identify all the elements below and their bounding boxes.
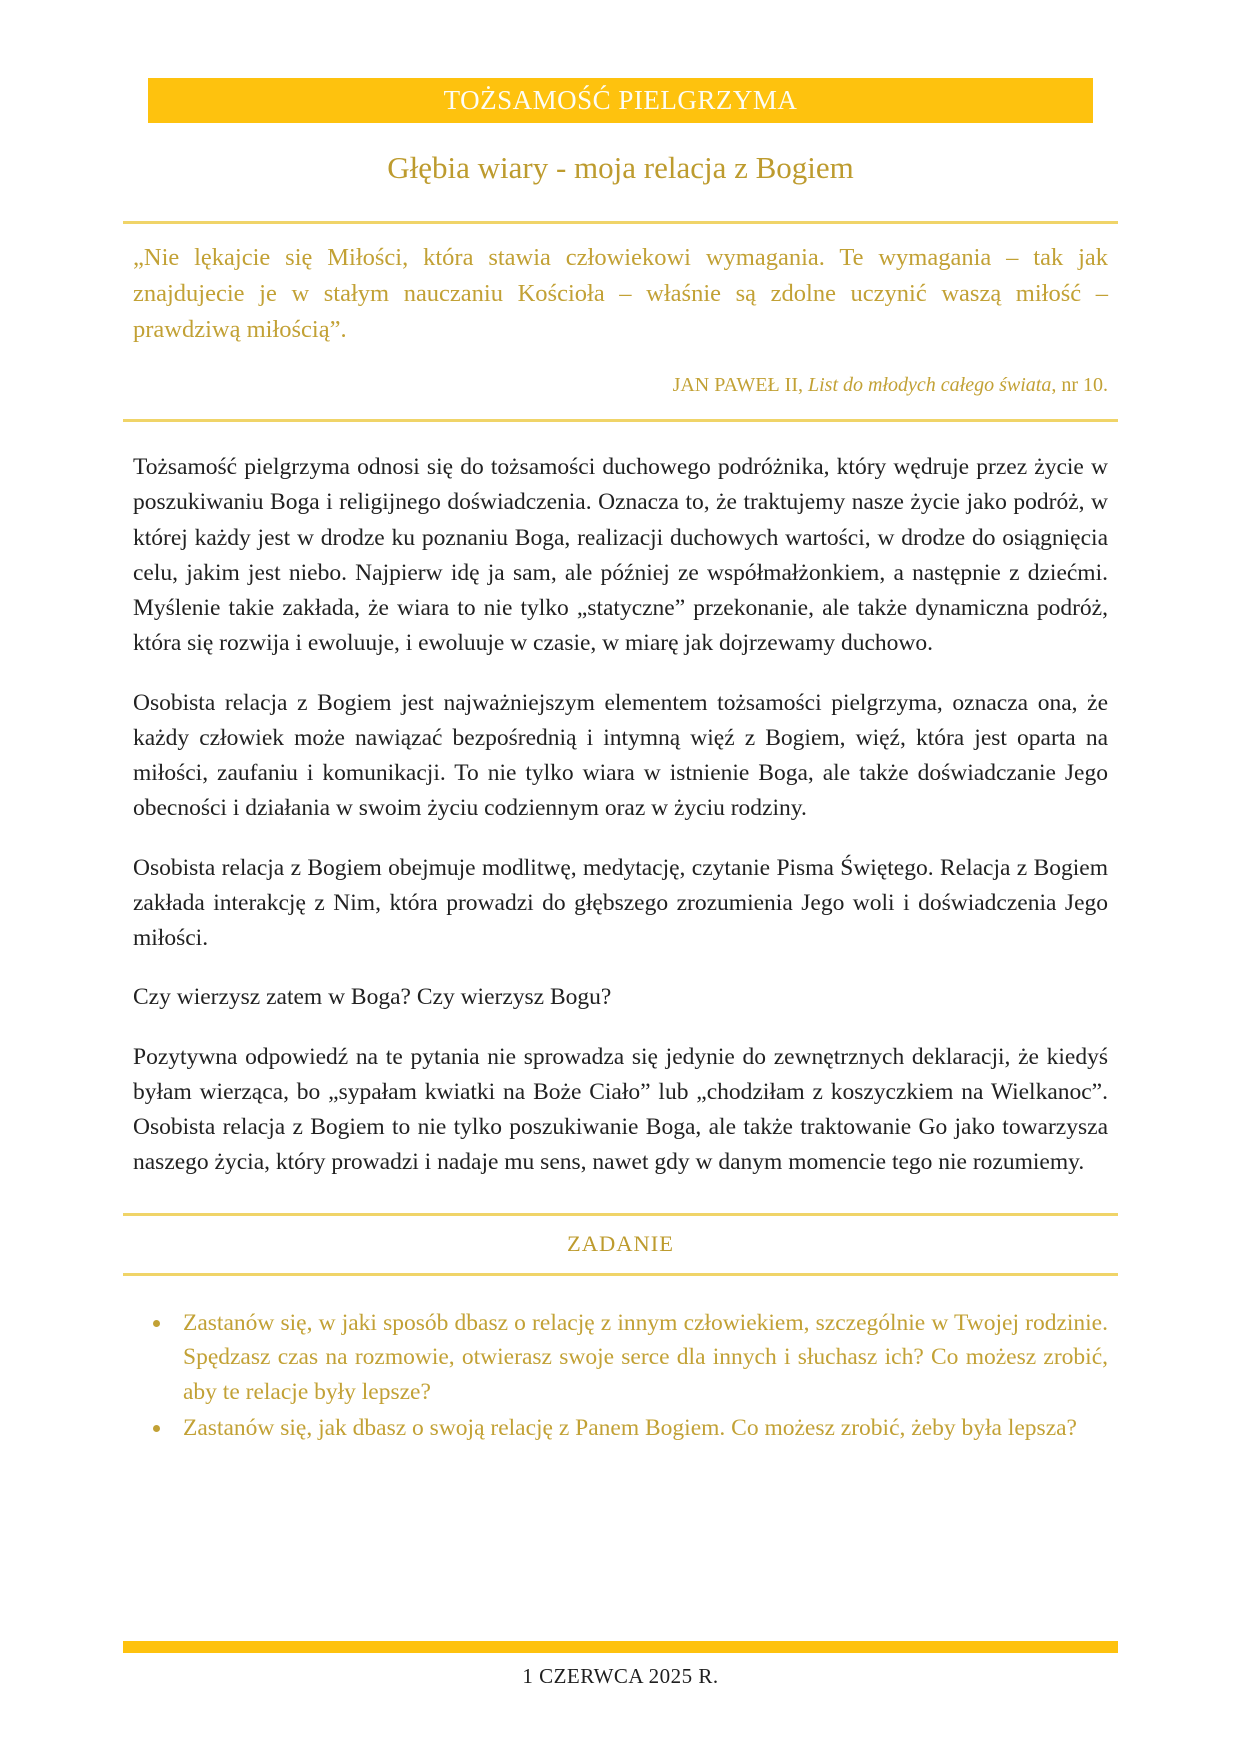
header-banner <box>148 78 1093 123</box>
quote-source-suffix: , nr 10. <box>1051 374 1108 396</box>
task-heading: ZADANIE <box>567 1230 674 1256</box>
quote-author: JAN PAWEŁ II, <box>672 374 808 396</box>
footer-date: 1 CZERWCA 2025 R. <box>522 1664 719 1688</box>
footer-bar <box>123 1641 1118 1653</box>
page-title: Głębia wiary - moja relacja z Bogiem <box>387 150 854 185</box>
divider-task-bottom <box>123 1273 1118 1276</box>
paragraph-5: Pozytywna odpowiedź na te pytania nie sprowadza się jedynie do zewnętrznych deklaracji, że kiedyś byłam wierząca, bo „sypałam kwiatki na Boże Ciało” lub „chodziłam z koszyczkiem na Wielkanoc”. Osobista relacja z Bogiem to nie tylko poszukiwanie Boga, ale także traktowanie Go jako towarzysza naszego życia, który prowadzi i nadaje mu sens, nawet gdy w danym momencie tego nie rozumiemy. <box>133 1043 1108 1176</box>
quote-source-title: List do młodych całego świata <box>808 374 1052 396</box>
banner-title: TOŻSAMOŚĆ PIELGRZYMA <box>443 85 798 115</box>
quote-text: „Nie lękajcie się Miłości, która stawia człowiekowi wymagania. Te wymagania – tak jak znajdujecie je w stałym nauczaniu Kościoła – właśnie są zdolne uczynić waszą miłość – prawdziwą miłością”. <box>133 244 1108 343</box>
document-content <box>123 0 1118 1446</box>
page-footer <box>123 1641 1118 1689</box>
divider-top <box>123 221 1118 224</box>
paragraph-1: Tożsamość pielgrzyma odnosi się do tożsamości duchowego podróżnika, który wędruje przez życie w poszukiwaniu Boga i religijnego doświadczenia. Oznacza to, że traktujemy nasze życie jako podróż, w której każdy jest w drodze ku poznaniu Boga, realizacji duchowych wartości, w drodze do osiągnięcia celu, jakim jest niebo. Najpierw idę ja sam, ale później ze współmałżonkiem, a następnie z dziećmi. Myślenie takie zakłada, że wiara to nie tylko „statyczne” przekonanie, ale także dynamiczna podróż, która się rozwija i ewoluuje, i ewoluuje w czasie, w miarę jak dojrzewamy duchowo. <box>133 454 1108 657</box>
quote-attribution <box>133 374 1108 397</box>
task-item: • Zastanów się, jak dbasz o swoją relację z Panem Bogiem. Co możesz zrobić, żeby była lepsza? <box>173 1411 1108 1446</box>
divider-task-top <box>123 1213 1118 1216</box>
paragraph-2: Osobista relacja z Bogiem jest najważniejszym elementem tożsamości pielgrzyma, oznacza ona, że każdy człowiek może nawiązać bezpośrednią i intymną więź z Bogiem, więź, która jest oparta na miłości, zaufaniu i komunikacji. To nie tylko wiara w istnienie Boga, ale także doświadczanie Jego obecności i działania w swoim życiu codziennym oraz w życiu rodziny. <box>133 689 1108 822</box>
task-list <box>133 1306 1108 1446</box>
divider-quote-bottom <box>123 419 1118 422</box>
task-item: • Zastanów się, w jaki sposób dbasz o relację z innym człowiekiem, szczególnie w Twojej rodzinie. Spędzasz czas na rozmowie, otwierasz swoje serce dla innych i słuchasz ich? Co możesz zrobić, aby te relacje były lepsze? <box>173 1306 1108 1410</box>
paragraph-4: Czy wierzysz zatem w Boga? Czy wierzysz Bogu? <box>133 984 612 1011</box>
paragraph-3: Osobista relacja z Bogiem obejmuje modlitwę, medytację, czytanie Pisma Świętego. Relacja z Bogiem zakłada interakcję z Nim, która prowadzi do głębszego zrozumienia Jego woli i doświadczenia Jego miłości. <box>133 854 1108 951</box>
